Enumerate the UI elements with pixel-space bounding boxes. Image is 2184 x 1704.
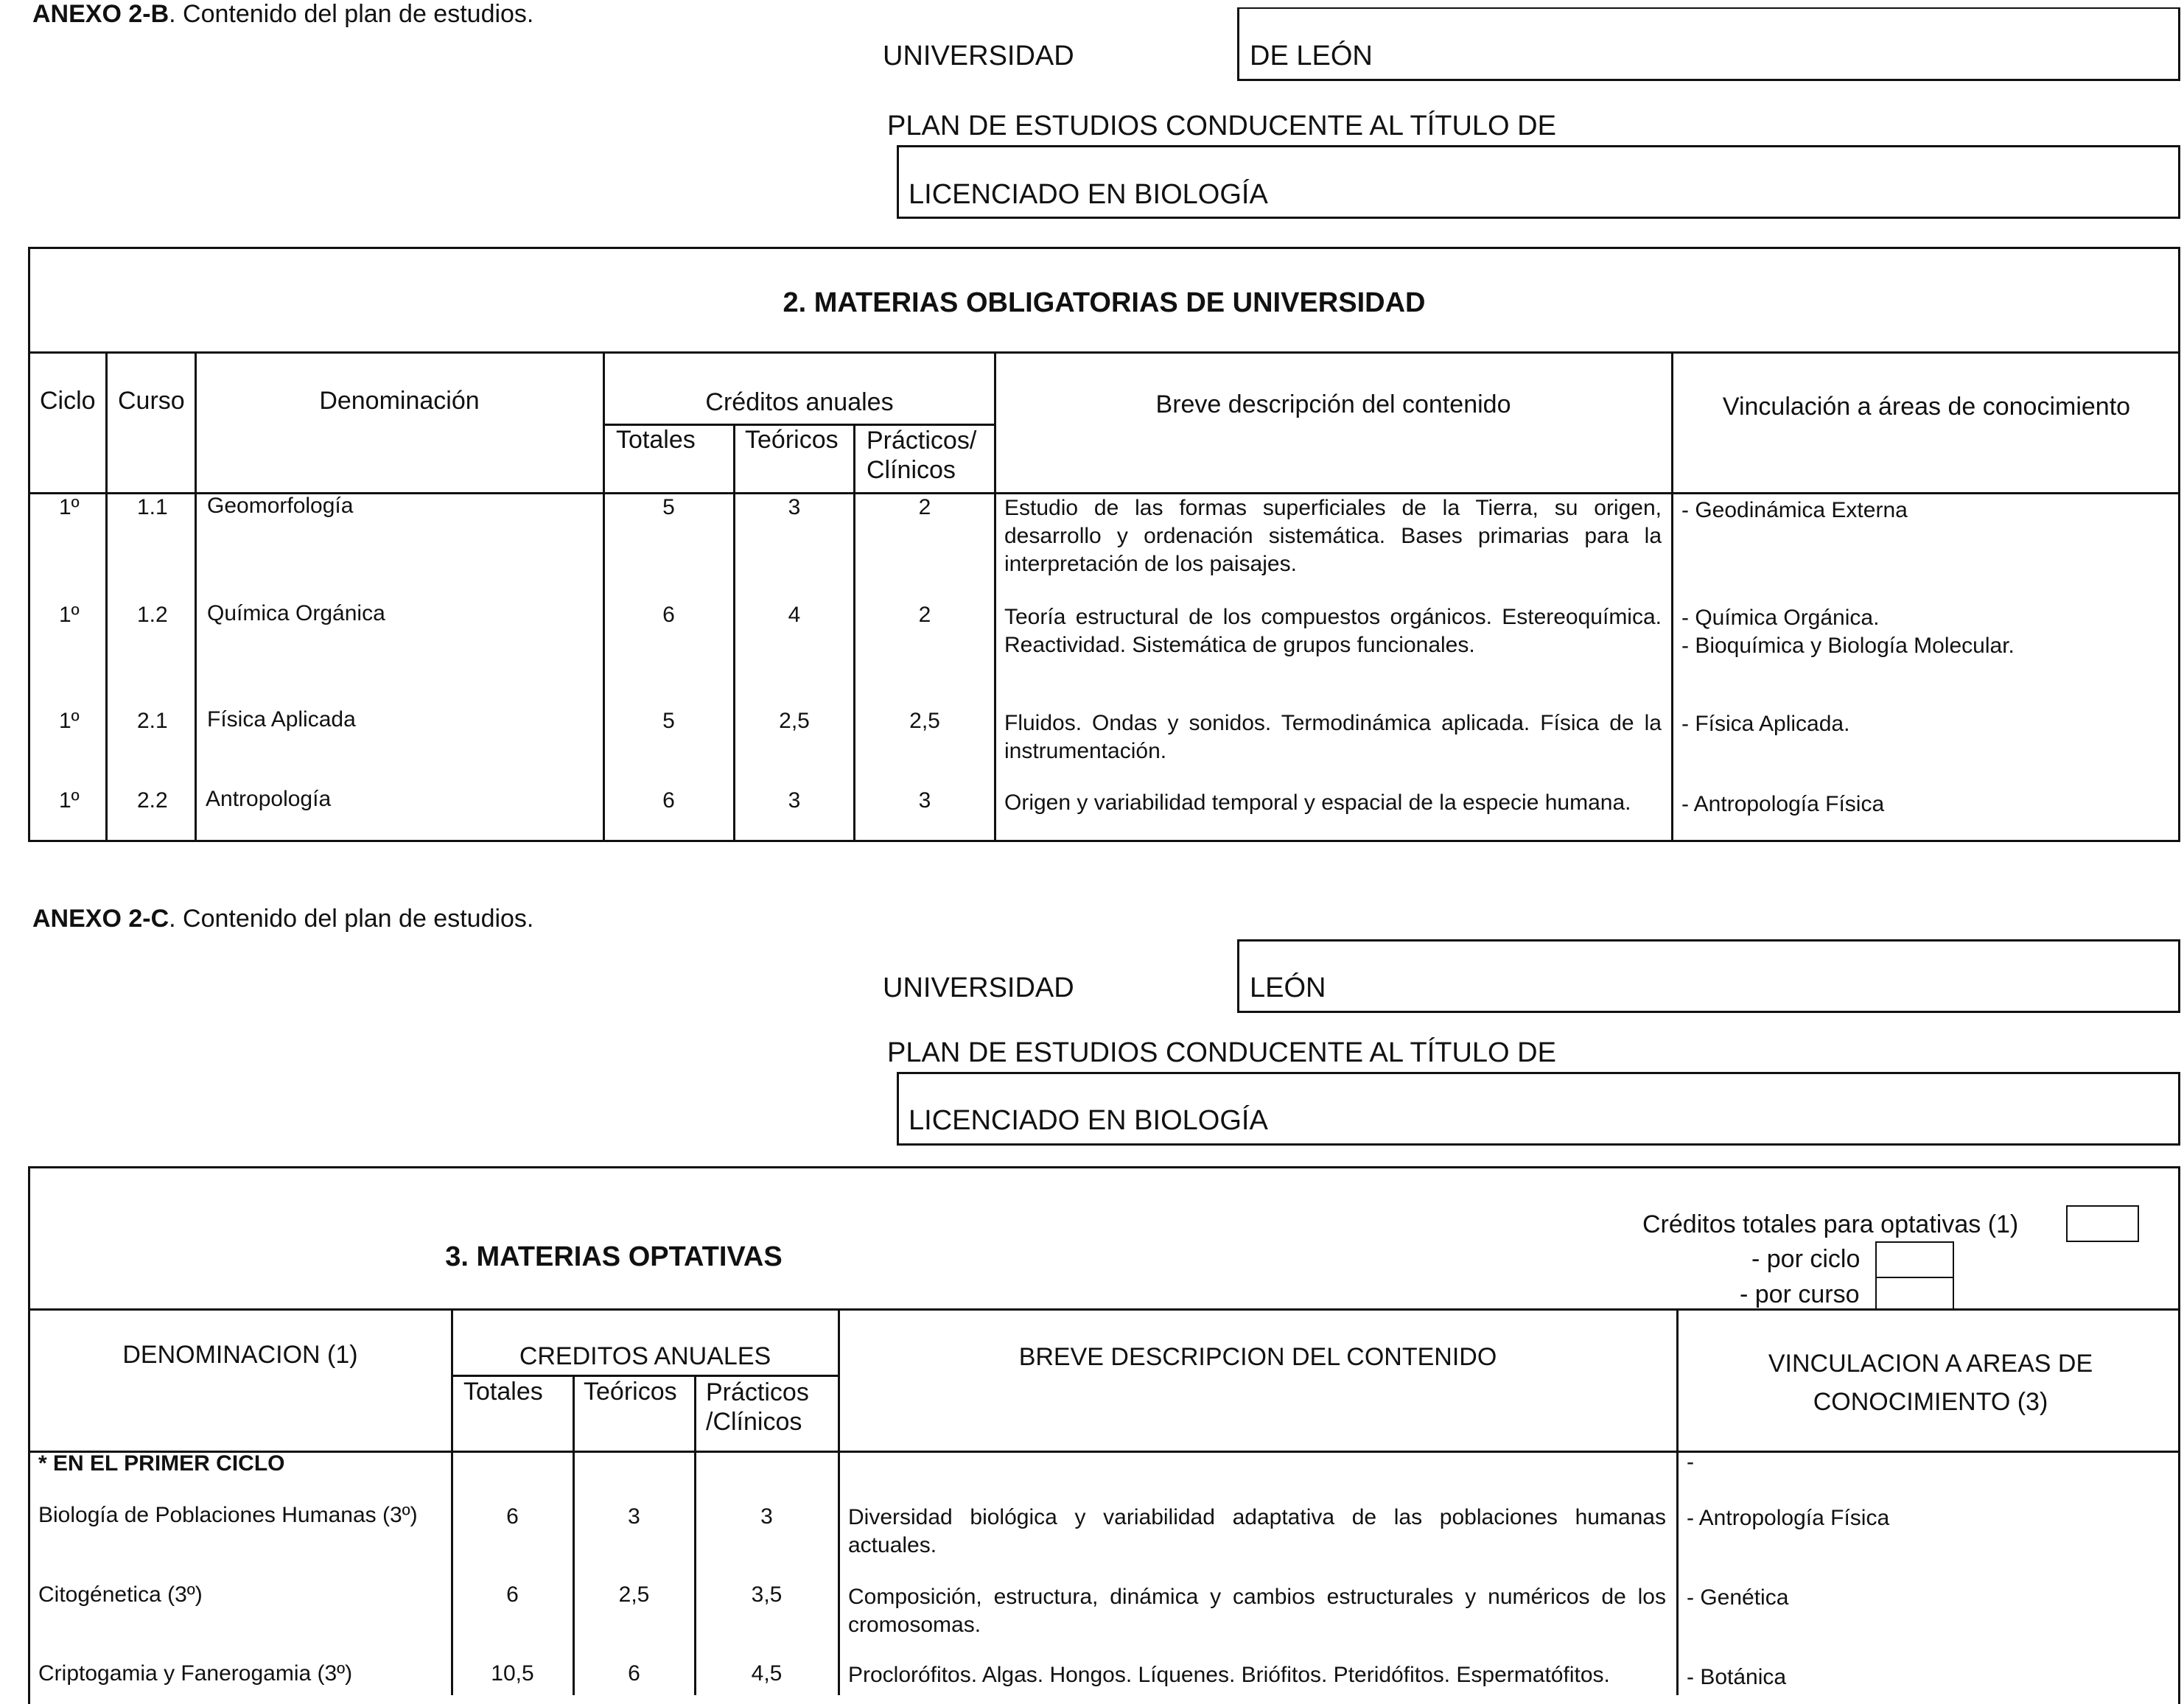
row-ciclo: 1º (59, 788, 80, 813)
por-curso-box (1875, 1277, 1954, 1311)
row-totales: 10,5 (491, 1661, 534, 1686)
header-ciclo: Ciclo (40, 387, 96, 415)
row-denominacion: Biología de Poblaciones Humanas (3º) (38, 1503, 418, 1527)
universidad-value: LEÓN (1250, 972, 1326, 1003)
header-denominacion: Denominación (319, 387, 480, 415)
row-curso: 1.1 (137, 495, 168, 519)
header-totales: Totales (463, 1378, 543, 1406)
row-descripcion: Origen y variabilidad temporal y espacial de la especie humana. (1004, 790, 1631, 815)
header-creditos-anuales: CREDITOS ANUALES (519, 1342, 771, 1370)
header-practicos: Prácticos /Clínicos (706, 1378, 809, 1436)
row-descripcion: Fluidos. Ondas y sonidos. Termodinámica aplicada. Física de la instrumentación. (1004, 711, 1662, 763)
row-practicos: 3,5 (751, 1582, 783, 1607)
row-denominacion: Antropología (206, 787, 332, 811)
table-title: 2. MATERIAS OBLIGATORIAS DE UNIVERSIDAD (783, 287, 1426, 318)
row-ciclo: 1º (59, 495, 80, 519)
section-primer-ciclo: * EN EL PRIMER CICLO (38, 1451, 285, 1476)
row-curso: 1.2 (137, 603, 168, 627)
header-teoricos: Teóricos (745, 426, 839, 454)
table-title: 3. MATERIAS OPTATIVAS (445, 1241, 783, 1272)
row-curso: 2.2 (137, 788, 168, 813)
row-vinculacion: - Antropología Física (1681, 792, 1885, 816)
row-descripcion: Teoría estructural de los compuestos orgánicos. Estereoquímica. Reactividad. Sistemática de grupos funcionales. (1004, 605, 1662, 657)
header-totales: Totales (616, 426, 696, 454)
row-practicos: 2 (918, 495, 931, 519)
row-descripcion: Composición, estructura, dinámica y cambios estructurales y numéricos de los cromosomas. (848, 1585, 1666, 1637)
por-ciclo-label: - por ciclo (1751, 1245, 1861, 1273)
row-denominacion: Geomorfología (207, 494, 354, 518)
row-totales: 6 (662, 788, 675, 813)
row-vinculacion: - Geodinámica Externa (1681, 498, 1908, 522)
anexo-b-heading-text: . Contenido del plan de estudios. (169, 0, 534, 28)
row-vinculacion: - Botánica (1687, 1665, 1787, 1689)
por-ciclo-box (1875, 1241, 1954, 1278)
row-totales: 6 (506, 1582, 519, 1607)
row-denominacion: Física Aplicada (207, 707, 356, 732)
anexo-c-heading-code: ANEXO 2-C (32, 905, 169, 933)
row-practicos: 3 (918, 788, 931, 813)
creditos-totales-box (2066, 1205, 2139, 1242)
row-ciclo: 1º (59, 603, 80, 627)
row-teoricos: 3 (788, 788, 801, 813)
row-practicos: 2,5 (909, 709, 940, 733)
row-descripcion: Estudio de las formas superficiales de la Tierra, su origen, desarrollo y ordenación sistemática. Bases primarias para la interpretación de los paisajes. (1004, 496, 1662, 576)
anexo-c-heading (32, 905, 533, 933)
row-practicos: 3 (760, 1504, 773, 1529)
header-curso: Curso (118, 387, 185, 415)
row-totales: 5 (662, 709, 675, 733)
row-denominacion: Química Orgánica (207, 601, 385, 625)
titulo-value: LICENCIADO EN BIOLOGÍA (909, 179, 1268, 210)
anexo-b-heading-code: ANEXO 2-B (32, 0, 169, 28)
universidad-label: UNIVERSIDAD (883, 972, 1074, 1003)
row-ciclo: 1º (59, 709, 80, 733)
row-vinculacion: - Química Orgánica. (1681, 606, 1880, 630)
row-practicos: 4,5 (751, 1661, 783, 1686)
universidad-label: UNIVERSIDAD (883, 41, 1074, 71)
universidad-value: DE LEÓN (1250, 41, 1373, 71)
row-vinculacion: - Genética (1687, 1585, 1789, 1610)
header-vinculacion: VINCULACION A AREAS DE CONOCIMIENTO (3) (1768, 1350, 2093, 1416)
header-vinculacion: Vinculación a áreas de conocimiento (1722, 393, 2131, 421)
row-descripcion: Diversidad biológica y variabilidad adaptativa de las poblaciones humanas actuales. (848, 1505, 1666, 1557)
row-totales: 5 (662, 495, 675, 519)
header-descripcion: BREVE DESCRIPCION DEL CONTENIDO (1018, 1343, 1497, 1371)
header-teoricos: Teóricos (584, 1378, 677, 1406)
universidad-field (1237, 939, 2180, 1013)
row-totales: 6 (506, 1504, 519, 1529)
row-practicos: 2 (918, 603, 931, 627)
creditos-totales-label: Créditos totales para optativas (1) (1642, 1210, 2019, 1238)
row-totales: 6 (662, 603, 675, 627)
row-teoricos: 2,5 (779, 709, 810, 733)
header-creditos-anuales: Créditos anuales (705, 388, 894, 416)
row-teoricos: 6 (628, 1661, 640, 1686)
plan-label: PLAN DE ESTUDIOS CONDUCENTE AL TÍTULO DE (887, 111, 1556, 141)
por-curso-label: - por curso (1740, 1280, 1860, 1308)
section-dash: - (1687, 1450, 1694, 1474)
row-teoricos: 3 (628, 1504, 640, 1529)
titulo-value: LICENCIADO EN BIOLOGÍA (909, 1105, 1268, 1136)
row-descripcion: Procloróﬁtos. Algas. Hongos. Líquenes. Brióﬁtos. Pteridóﬁtos. Espermatóﬁtos. (848, 1663, 1610, 1687)
row-vinculacion: - Antropología Física (1687, 1506, 1890, 1530)
row-teoricos: 4 (788, 603, 801, 627)
universidad-field (1237, 7, 2180, 81)
plan-label: PLAN DE ESTUDIOS CONDUCENTE AL TÍTULO DE (887, 1037, 1556, 1068)
header-descripcion: Breve descripción del contenido (1155, 390, 1511, 418)
header-denominacion: DENOMINACION (1) (122, 1341, 358, 1369)
row-curso: 2.1 (137, 709, 168, 733)
row-teoricos: 3 (788, 495, 801, 519)
row-denominacion: Citogénetica (3º) (38, 1582, 203, 1607)
row-vinculacion: - Física Aplicada. (1681, 712, 1850, 736)
anexo-b-heading (32, 0, 533, 29)
header-practicos: Prácticos/ Clínicos (867, 427, 977, 484)
row-denominacion: Criptogamia y Fanerogamia (3º) (38, 1661, 353, 1686)
anexo-c-heading-text: . Contenido del plan de estudios. (169, 905, 534, 933)
row-teoricos: 2,5 (618, 1582, 650, 1607)
row-vinculacion: - Bioquímica y Biología Molecular. (1681, 634, 2015, 658)
